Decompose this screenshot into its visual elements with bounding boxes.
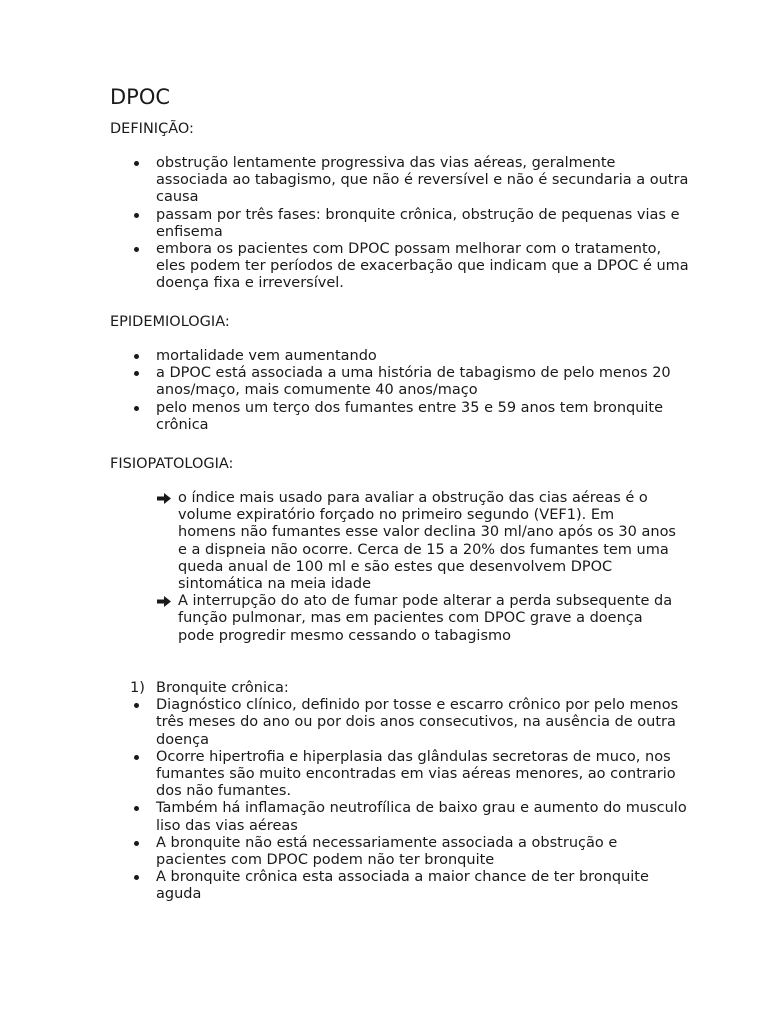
list-item-text: a DPOC está associada a uma história de tabagismo de pelo menos 20 anos/maço, mais comumente 40 anos/maço bbox=[156, 365, 671, 399]
right-arrow-icon bbox=[157, 596, 171, 607]
list-item-text: pelo menos um terço dos fumantes entre 35 e 59 anos tem bronquite crônica bbox=[156, 399, 664, 433]
list-item bbox=[130, 207, 690, 241]
list-item bbox=[130, 400, 690, 434]
numbered-item-label: Bronquite crônica: bbox=[156, 680, 289, 696]
list-item-text: A interrupção do ato de fumar pode alterar a perda subsequente da função pulmonar, mas em pacientes com DPOC grave a doença pode progredir mesmo cessando o tabagismo bbox=[178, 593, 673, 644]
list-item-text: passam por três fases: bronquite crônica, obstrução de pequenas vias e enfisema bbox=[156, 206, 680, 240]
list-item bbox=[130, 348, 690, 365]
list-item bbox=[130, 869, 690, 903]
list-item-text: Diagnóstico clínico, definido por tosse e escarro crônico por pelo menos três meses do ano ou por dois anos consecutivos, na ausência de outra doença bbox=[156, 697, 679, 748]
item-number: 1) bbox=[130, 680, 145, 696]
fisiopatologia-list bbox=[156, 490, 676, 645]
right-arrow-icon bbox=[157, 493, 171, 504]
list-item-text: o índice mais usado para avaliar a obstrução das cias aéreas é o volume expiratório forçado no primeiro segundo (VEF1). Em homens não fumantes esse valor declina 30 ml/ano após os 30 anos e a dispneia não ocorre. Cerca de 15 a 20% dos fumantes tem uma queda anual de 100 ml e são estes que desenvolvem DPOC sintomática na meia idade bbox=[178, 490, 676, 593]
list-item bbox=[156, 593, 676, 645]
epidemiologia-list bbox=[130, 348, 690, 434]
definicao-list bbox=[130, 155, 690, 293]
list-item bbox=[130, 800, 690, 834]
list-item-text: A bronquite crônica esta associada a maior chance de ter bronquite aguda bbox=[156, 869, 649, 903]
list-item bbox=[130, 697, 690, 749]
list-item-text: A bronquite não está necessariamente associada a obstrução e pacientes com DPOC podem não ter bronquite bbox=[156, 834, 618, 869]
list-item-text: Também há inflamação neutrofílica de baixo grau e aumento do musculo liso das vias aéreas bbox=[156, 800, 687, 834]
bronquite-list bbox=[130, 680, 690, 904]
list-item bbox=[130, 835, 690, 869]
list-item bbox=[130, 241, 690, 293]
list-item-text: Ocorre hipertrofia e hiperplasia das glândulas secretoras de muco, nos fumantes são muito encontradas em vias aéreas menores, ao contrario dos não fumantes. bbox=[156, 748, 676, 800]
list-item-text: mortalidade vem aumentando bbox=[156, 348, 377, 364]
document-title: DPOC bbox=[110, 85, 171, 109]
numbered-item bbox=[130, 680, 690, 697]
section-heading-fisiopatologia: FISIOPATOLOGIA: bbox=[110, 456, 234, 472]
list-item bbox=[156, 490, 676, 593]
section-heading-epidemiologia: EPIDEMIOLOGIA: bbox=[110, 314, 230, 330]
list-item bbox=[130, 749, 690, 801]
list-item-text: obstrução lentamente progressiva das vias aéreas, geralmente associada ao tabagismo, que não é reversível e não é secundaria a outra causa bbox=[156, 155, 689, 206]
list-item bbox=[130, 155, 690, 207]
section-heading-definicao: DEFINIÇÃO: bbox=[110, 121, 194, 137]
list-item bbox=[130, 365, 690, 399]
list-item-text: embora os pacientes com DPOC possam melhorar com o tratamento, eles podem ter períodos de exacerbação que indicam que a DPOC é uma doença fixa e irreversível. bbox=[156, 241, 689, 292]
